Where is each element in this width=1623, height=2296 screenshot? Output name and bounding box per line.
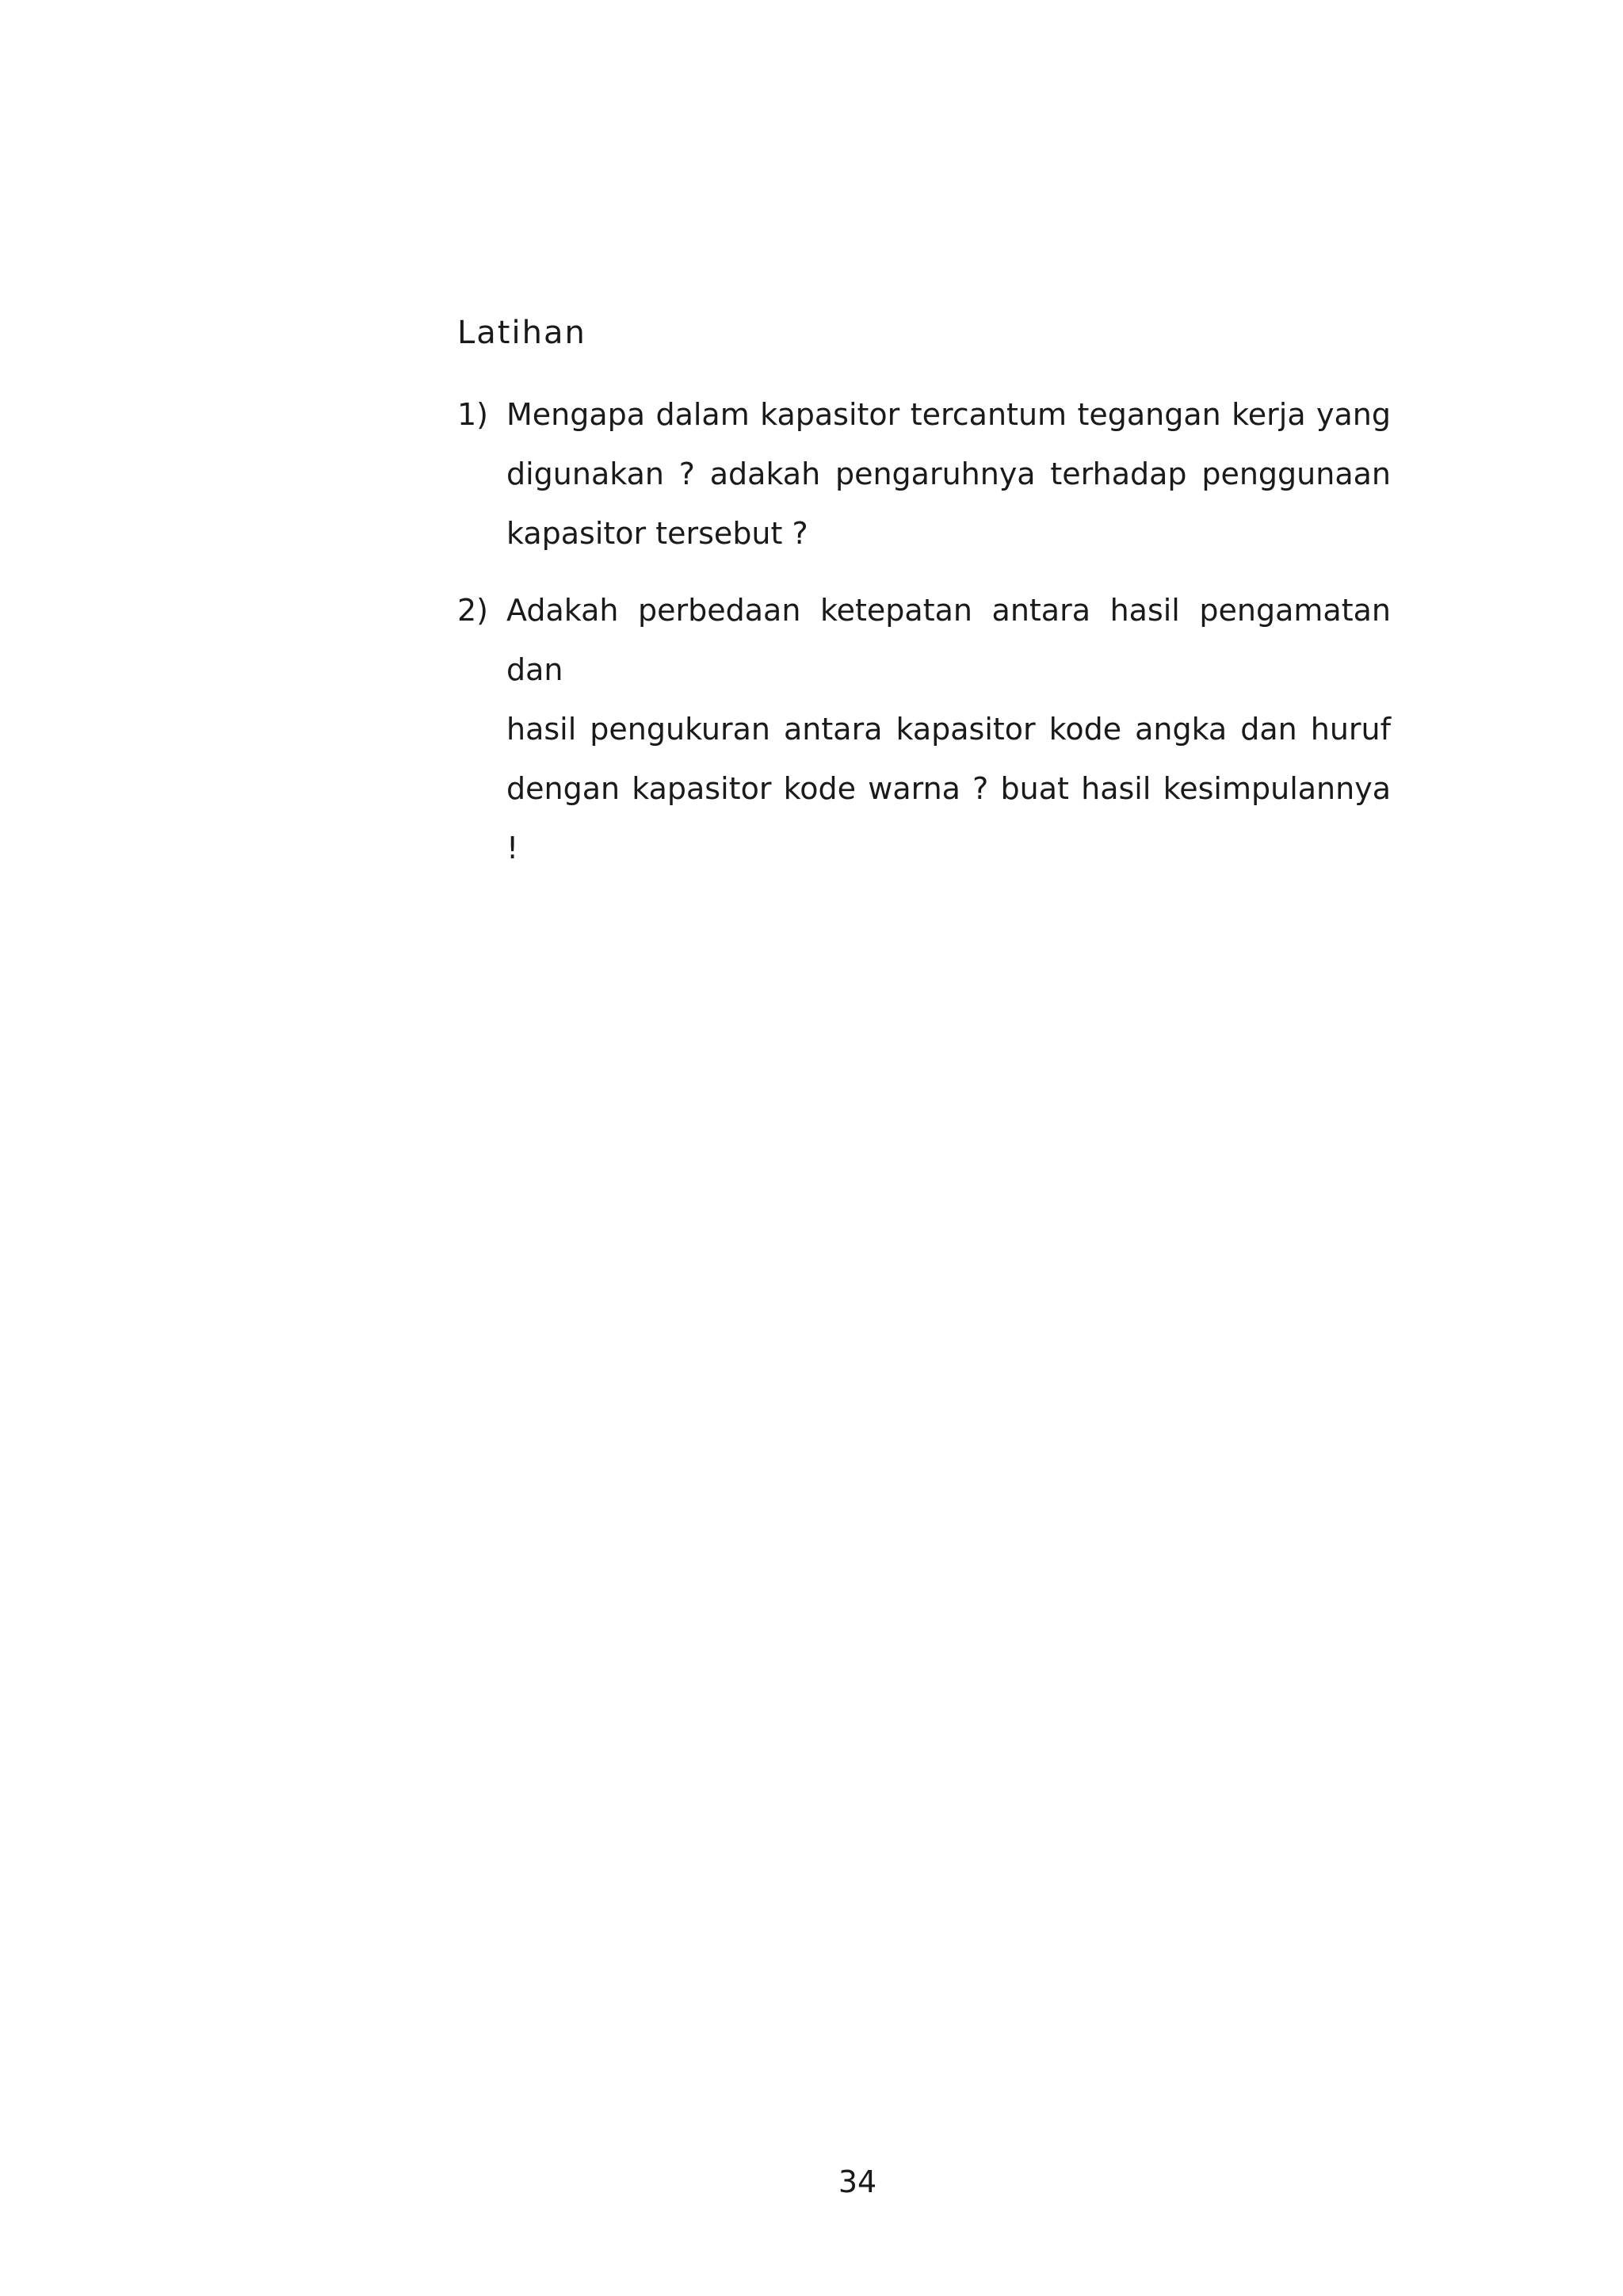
exercise-item-1 xyxy=(457,385,1391,563)
exercise-line: Adakah perbedaan ketepatan antara hasil pengamatan dan xyxy=(506,593,1391,687)
page-content xyxy=(457,311,1391,896)
exercise-line: kapasitor tersebut ? xyxy=(506,516,808,551)
exercise-item-2 xyxy=(457,581,1391,878)
exercise-line: Mengapa dalam kapasitor tercantum tegangan kerja yang xyxy=(506,397,1391,432)
exercise-number: 1) xyxy=(457,397,489,432)
page-number: 34 xyxy=(838,2164,877,2199)
section-heading: Latihan xyxy=(457,315,586,351)
exercise-line: digunakan ? adakah pengaruhnya terhadap penggunaan xyxy=(506,457,1391,491)
exercise-line: dengan kapasitor kode warna ? buat hasil kesimpulannya ! xyxy=(506,771,1391,865)
exercise-number: 2) xyxy=(457,593,489,628)
exercise-line: hasil pengukuran antara kapasitor kode angka dan huruf xyxy=(506,712,1391,747)
